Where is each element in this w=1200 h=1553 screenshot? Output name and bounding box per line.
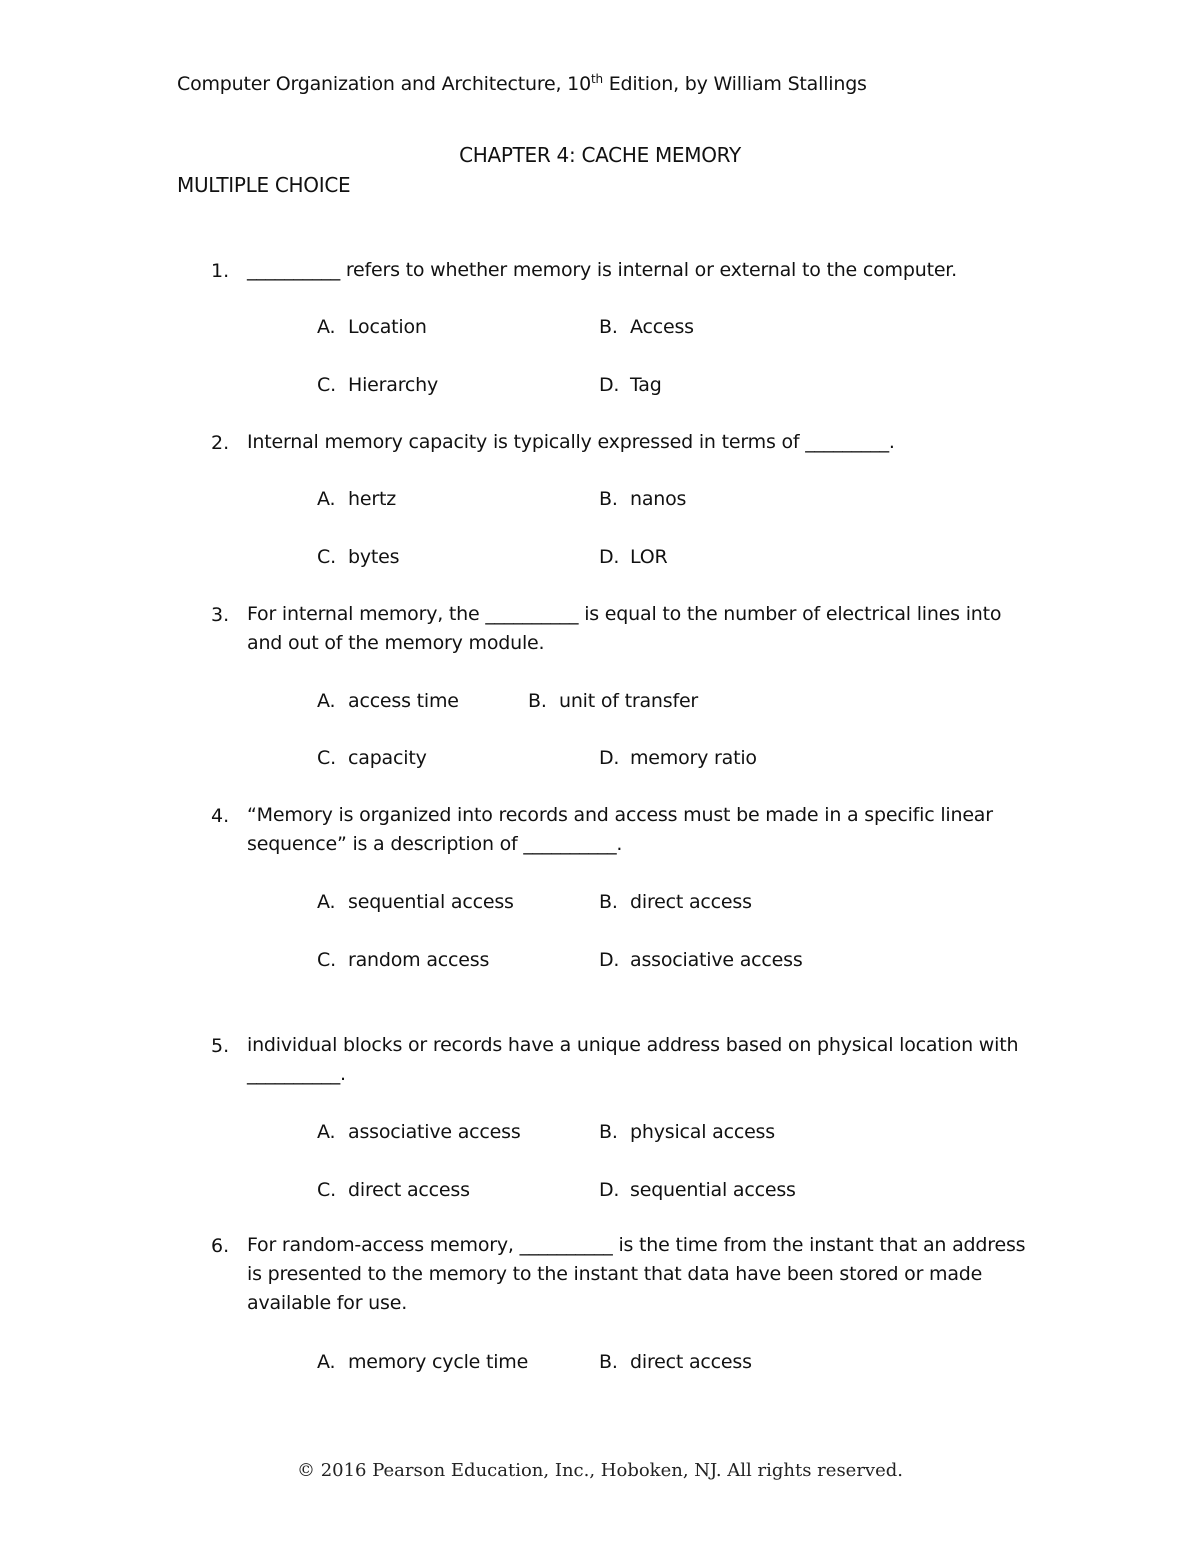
section-title: MULTIPLE CHOICE <box>177 173 351 197</box>
answer-option: A. Location <box>317 316 427 338</box>
answer-option: D. Tag <box>599 374 662 396</box>
answer-option: A. access time <box>317 690 459 712</box>
question-number: 6. <box>211 1235 230 1257</box>
question-number: 3. <box>211 604 230 626</box>
answer-option: B. Access <box>599 316 694 338</box>
answer-option: D. sequential access <box>599 1179 796 1201</box>
answer-option: C. random access <box>317 949 490 971</box>
answer-option: A. memory cycle time <box>317 1351 529 1373</box>
answer-option: C. capacity <box>317 747 427 769</box>
answer-option: B. physical access <box>599 1121 775 1143</box>
answer-option: A. hertz <box>317 488 396 510</box>
answer-option: D. associative access <box>599 949 803 971</box>
question-text: For internal memory, the __________ is equal to the number of electrical lines into and out of the memory module. <box>247 603 1002 654</box>
answer-option: B. direct access <box>599 891 752 913</box>
answer-option: C. Hierarchy <box>317 374 439 396</box>
superscript: th <box>590 72 603 86</box>
answer-option: C. direct access <box>317 1179 470 1201</box>
answer-option: B. direct access <box>599 1351 752 1373</box>
answer-option: C. bytes <box>317 546 400 568</box>
question-text: Internal memory capacity is typically expressed in terms of _________. <box>247 431 895 453</box>
question-number: 1. <box>211 260 230 282</box>
question-text: individual blocks or records have a unique address based on physical location with __________. <box>247 1034 1019 1085</box>
question-number: 2. <box>211 432 230 454</box>
answer-option: B. nanos <box>599 488 687 510</box>
running-header: Computer Organization and Architecture, 10th Edition, by William Stallings <box>177 72 867 95</box>
answer-option: A. sequential access <box>317 891 514 913</box>
question-text: __________ refers to whether memory is internal or external to the computer. <box>247 259 958 281</box>
question-text: For random-access memory, __________ is the time from the instant that an address is presented to the memory to the instant that data have been stored or made available for use. <box>247 1234 1026 1314</box>
answer-option: D. memory ratio <box>599 747 757 769</box>
question-text: “Memory is organized into records and access must be made in a specific linear sequence” is a description of __________. <box>247 804 993 855</box>
answer-option: B. unit of transfer <box>528 690 699 712</box>
copyright-footer: © 2016 Pearson Education, Inc., Hoboken, NJ. All rights reserved. <box>296 1460 904 1481</box>
answer-option: A. associative access <box>317 1121 521 1143</box>
chapter-title: CHAPTER 4: CACHE MEMORY <box>459 143 741 167</box>
question-number: 4. <box>211 805 230 827</box>
question-number: 5. <box>211 1035 230 1057</box>
answer-option: D. LOR <box>599 546 668 568</box>
